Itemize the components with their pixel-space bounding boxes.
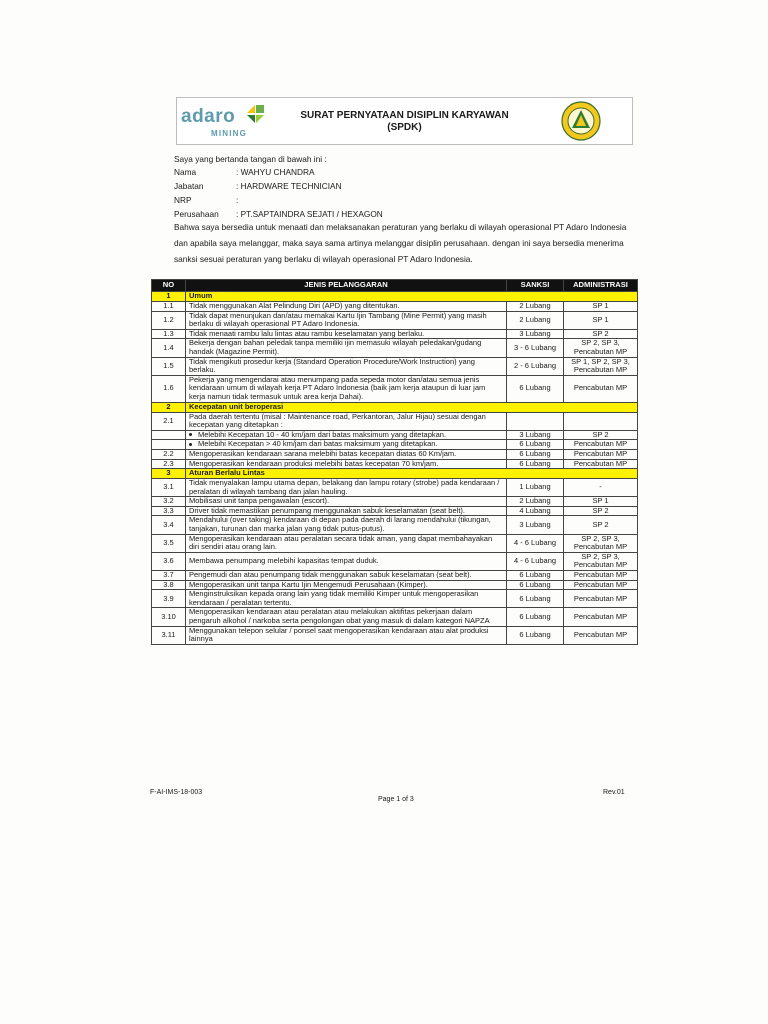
sanction-cell: 3 - 6 Lubang <box>507 339 564 357</box>
row-number: 3.11 <box>152 626 186 644</box>
section-title: Kecepatan unit beroperasi <box>186 402 638 412</box>
field-label-jabatan: Jabatan <box>174 181 204 191</box>
header-administrasi: ADMINISTRASI <box>564 280 638 292</box>
violation-bullet-cell <box>186 440 507 450</box>
administration-cell: SP 1 <box>564 311 638 329</box>
row-number: 1.6 <box>152 375 186 402</box>
sanction-cell: 6 Lubang <box>507 459 564 469</box>
violation-text: Mengoperasikan kendaraan produksi melebihi batas kecepatan 70 km/jam. <box>186 459 507 469</box>
sanction-cell: 4 - 6 Lubang <box>507 534 564 552</box>
administration-cell: - <box>564 479 638 497</box>
administration-cell: SP 1 <box>564 497 638 507</box>
administration-cell: SP 1, SP 2, SP 3, Pencabutan MP <box>564 357 638 375</box>
table-row <box>152 552 638 570</box>
violation-text: Mengoperasikan kendaraan sarana melebihi batas kecepatan diatas 60 Km/jam. <box>186 449 507 459</box>
row-number <box>152 430 186 440</box>
table-row <box>152 590 638 608</box>
violation-text: Menggunakan telepon selular / ponsel saat mengoperasikan kendaraan atau alat produksi lainnya <box>186 626 507 644</box>
logo-wordmark: adaro <box>181 106 236 127</box>
field-value-nrp: : <box>236 195 239 205</box>
field-label-perusahaan: Perusahaan <box>174 209 219 219</box>
sanction-cell: 6 Lubang <box>507 626 564 644</box>
administration-cell: Pencabutan MP <box>564 608 638 626</box>
administration-cell: SP 2 <box>564 516 638 534</box>
violation-text: Membawa penumpang melebihi kapasitas tempat duduk. <box>186 552 507 570</box>
table-row <box>152 571 638 581</box>
row-number: 1.5 <box>152 357 186 375</box>
administration-cell: Pencabutan MP <box>564 449 638 459</box>
violation-text: Tidak menyalakan lampu utama depan, belakang dan lampu rotary (strobe) pada kendaraan / peralatan di wilayah tambang dan jalan hauling. <box>186 479 507 497</box>
row-number: 2.3 <box>152 459 186 469</box>
sanction-cell: 6 Lubang <box>507 449 564 459</box>
sanction-cell: 4 - 6 Lubang <box>507 552 564 570</box>
row-number: 1.2 <box>152 311 186 329</box>
violation-text: Mendahului (over taking) kendaraan di depan pada daerah di larang mendahului (tikungan, tanjakan, turunan dan marka jalan yang tidak putus-putus). <box>186 516 507 534</box>
logo-subtitle: MINING <box>211 129 248 138</box>
field-value-perusahaan: : PT.SAPTAINDRA SEJATI / HEXAGON <box>236 209 383 219</box>
administration-cell: SP 2, SP 3, Pencabutan MP <box>564 534 638 552</box>
table-row <box>152 339 638 357</box>
section-row <box>152 292 638 302</box>
administration-cell: Pencabutan MP <box>564 459 638 469</box>
sanction-cell: 6 Lubang <box>507 375 564 402</box>
violation-text: Pengemudi dan atau penumpang tidak menggunakan sabuk keselamatan (seat belt). <box>186 571 507 581</box>
violation-text: Mengoperasikan unit tanpa Kartu Ijin Mengemudi Perusahaan (Kimper). <box>186 580 507 590</box>
section-row <box>152 402 638 412</box>
sanction-cell: 6 Lubang <box>507 590 564 608</box>
row-number: 3.4 <box>152 516 186 534</box>
section-title: Umum <box>186 292 638 302</box>
bullet-icon <box>189 443 192 446</box>
sanction-cell: 4 Lubang <box>507 506 564 516</box>
sanction-cell: 3 Lubang <box>507 329 564 339</box>
document-title: SURAT PERNYATAAN DISIPLIN KARYAWAN <box>300 110 509 121</box>
violation-text: Pekerja yang mengendarai atau menumpang pada sepeda motor dan/atau semua jenis kendaraan umum di wilayah kerja PT Adaro Indonesia (baik jam kerja ataupun di luar jam kerja namun tidak termasuk untuk area kerja Dahai). <box>186 375 507 402</box>
administration-cell: Pencabutan MP <box>564 580 638 590</box>
table-row <box>152 357 638 375</box>
document-title-abbrev: (SPDK) <box>387 122 422 133</box>
section-title: Aturan Berlalu Lintas <box>186 469 638 479</box>
row-number: 1.1 <box>152 302 186 312</box>
administration-cell <box>564 412 638 430</box>
administration-cell: Pencabutan MP <box>564 571 638 581</box>
sanction-cell: 2 Lubang <box>507 302 564 312</box>
row-number: 1.4 <box>152 339 186 357</box>
violation-text: Mengoperasikan kendaraan atau peralatan secara tidak aman, yang dapat membahayakan diri sendiri atau orang lain. <box>186 534 507 552</box>
table-row <box>152 375 638 402</box>
section-number: 1 <box>152 292 186 302</box>
table-header-row <box>152 280 638 292</box>
administration-cell: SP 2 <box>564 329 638 339</box>
violation-text: Melebihi Kecepatan 10 - 40 km/jam dari batas maksimum yang ditetapkan. <box>198 429 447 439</box>
administration-cell: Pencabutan MP <box>564 440 638 450</box>
company-seal-icon <box>561 101 601 141</box>
section-number: 2 <box>152 402 186 412</box>
sanction-cell: 2 Lubang <box>507 311 564 329</box>
table-row <box>152 440 638 450</box>
bullet-icon <box>189 433 192 436</box>
sanction-cell: 6 Lubang <box>507 580 564 590</box>
administration-cell: SP 1 <box>564 302 638 312</box>
violation-text: Tidak menaati rambu lalu lintas atau rambu keselamatan yang berlaku. <box>186 329 507 339</box>
statement-line-2: dan apabila saya melanggar, maka saya sama artinya melanggar disiplin perusahaan. dengan ini saya bersedia menerima <box>174 238 624 248</box>
table-row <box>152 626 638 644</box>
administration-cell: Pencabutan MP <box>564 375 638 402</box>
violation-text: Tidak dapat menunjukan dan/atau memakai Kartu Ijin Tambang (Mine Permit) yang masih berlaku di wilayah operasional PT Adaro Indonesia. <box>186 311 507 329</box>
sanction-cell: 6 Lubang <box>507 608 564 626</box>
violations-table <box>151 279 638 645</box>
violation-text: Bekerja dengan bahan peledak tanpa memiliki ijin memasuki wilayah peledakan/gudang handak (Magazine Permit). <box>186 339 507 357</box>
revision-number: Rev.01 <box>603 789 625 796</box>
administration-cell: SP 2 <box>564 430 638 440</box>
header-no: NO <box>152 280 186 292</box>
violation-text: Mengoperasikan kendaraan atau peralatan atau melakukan aktifitas pekerjaan dalam pengaruh alkohol / narkoba serta pengolongan obat yang masuk di dalam kategori NAPZA <box>186 608 507 626</box>
row-number: 2.1 <box>152 412 186 430</box>
violation-text: Pada daerah tertentu (misal : Maintenance road, Perkantoran, Jalur Hijau) sesuai dengan kecepatan yang ditetapkan : <box>186 412 507 430</box>
sanction-cell: 2 - 6 Lubang <box>507 357 564 375</box>
intro-opening: Saya yang bertanda tangan di bawah ini : <box>174 154 327 164</box>
row-number: 3.6 <box>152 552 186 570</box>
row-number: 3.7 <box>152 571 186 581</box>
table-row <box>152 534 638 552</box>
sanction-cell: 1 Lubang <box>507 479 564 497</box>
table-row <box>152 479 638 497</box>
header-sanksi: SANKSI <box>507 280 564 292</box>
section-row <box>152 469 638 479</box>
row-number: 3.10 <box>152 608 186 626</box>
document-code: F-AI-IMS-18-003 <box>150 789 203 796</box>
table-row <box>152 302 638 312</box>
sanction-cell: 3 Lubang <box>507 430 564 440</box>
sanction-cell <box>507 412 564 430</box>
table-row <box>152 497 638 507</box>
violation-text: Menginstruksikan kepada orang lain yang tidak memiliki Kimper untuk mengoperasikan kendaraan / peralatan tertentu. <box>186 590 507 608</box>
row-number: 3.9 <box>152 590 186 608</box>
table-row <box>152 311 638 329</box>
sanction-cell: 3 Lubang <box>507 516 564 534</box>
page-number: Page 1 of 3 <box>378 796 414 803</box>
field-label-nama: Nama <box>174 167 197 177</box>
administration-cell: Pencabutan MP <box>564 626 638 644</box>
table-body <box>152 292 638 645</box>
field-label-nrp: NRP <box>174 195 192 205</box>
violation-text: Mobilisasi unit tanpa pengawalan (escort). <box>186 497 507 507</box>
row-number: 3.1 <box>152 479 186 497</box>
violation-text: Driver tidak memastikan penumpang menggunakan sabuk keselamatan (seat belt). <box>186 506 507 516</box>
table-row <box>152 459 638 469</box>
section-number: 3 <box>152 469 186 479</box>
row-number: 3.2 <box>152 497 186 507</box>
sanction-cell: 6 Lubang <box>507 440 564 450</box>
table-row <box>152 449 638 459</box>
statement-line-3: sanksi sesuai peraturan yang berlaku di wilayah operasional PT Adaro Indonesia. <box>174 254 473 264</box>
field-value-nama: : WAHYU CHANDRA <box>236 167 315 177</box>
violation-text: Melebihi Kecepatan > 40 km/jam dari batas maksimum yang ditetapkan. <box>198 439 438 449</box>
violation-text: Tidak menggunakan Alat Pelindung Diri (APD) yang ditentukan. <box>186 302 507 312</box>
sanction-cell: 2 Lubang <box>507 497 564 507</box>
administration-cell: Pencabutan MP <box>564 590 638 608</box>
row-number: 1.3 <box>152 329 186 339</box>
row-number: 3.5 <box>152 534 186 552</box>
row-number: 3.8 <box>152 580 186 590</box>
row-number <box>152 440 186 450</box>
table-row <box>152 516 638 534</box>
field-value-jabatan: : HARDWARE TECHNICIAN <box>236 181 342 191</box>
administration-cell: SP 2 <box>564 506 638 516</box>
document-header <box>176 97 633 145</box>
header-jenis-pelanggaran: JENIS PELANGGARAN <box>186 280 507 292</box>
statement-line-1: Bahwa saya bersedia untuk menaati dan melaksanakan peraturan yang berlaku di wilayah operasional PT Adaro Indonesia <box>174 222 627 232</box>
sanction-cell: 6 Lubang <box>507 571 564 581</box>
administration-cell: SP 2, SP 3, Pencabutan MP <box>564 339 638 357</box>
row-number: 3.3 <box>152 506 186 516</box>
row-number: 2.2 <box>152 449 186 459</box>
table-row <box>152 412 638 430</box>
administration-cell: SP 2, SP 3, Pencabutan MP <box>564 552 638 570</box>
table-row <box>152 608 638 626</box>
violation-text: Tidak mengikuti prosedur kerja (Standard Operation Procedure/Work Instruction) yang berlaku. <box>186 357 507 375</box>
